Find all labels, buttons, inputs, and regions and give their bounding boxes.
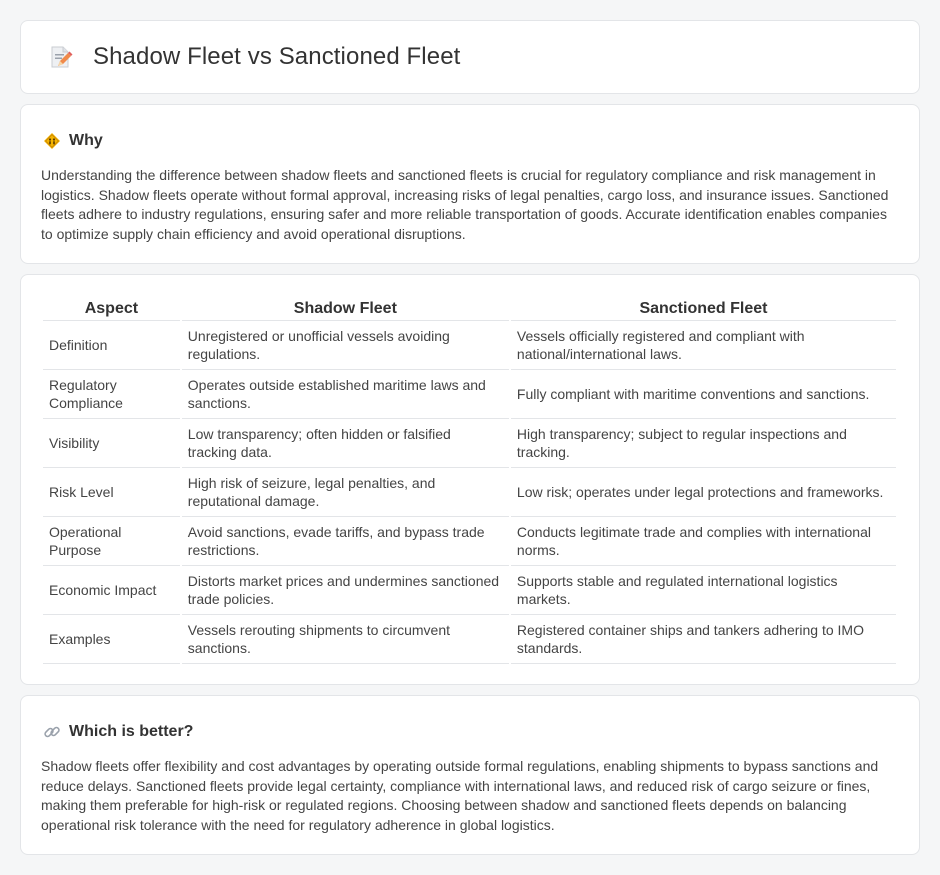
why-text: Understanding the difference between shadow fleets and sanctioned fleets is crucial for regulatory compliance and risk management in logistics. Shadow fleets operate without formal approval, increasing risks of legal penalties, cargo loss, and insurance issues. Sanctioned fleets adhere to industry regulations, ensuring safer and more reliable transportation of goods. Accurate identification enables companies to optimize supply chain efficiency and avoid operational disruptions. (41, 167, 889, 242)
link-icon (43, 723, 61, 741)
column-header-sanctioned-fleet: Sanctioned Fleet (511, 297, 896, 321)
table-row (43, 468, 896, 517)
table-row (43, 615, 896, 664)
header-card (20, 20, 920, 94)
row-shadow-cell: High risk of seizure, legal penalties, and reputational damage. (182, 468, 509, 517)
table-row (43, 566, 896, 615)
which-is-better-text: Shadow fleets offer flexibility and cost advantages by operating outside formal regulations, enabling shipments to bypass sanctions and reduce delays. Sanctioned fleets provide legal certainty, compliance with international laws, and reduced risk of cargo seizure or fines, making them preferable for high-risk or regulated regions. Choosing between shadow and sanctioned fleets depends on balancing operational risk tolerance with the need for regulatory adherence in global logistics. (41, 758, 879, 833)
row-aspect-cell: Economic Impact (43, 566, 180, 615)
document-pencil-icon (47, 44, 73, 70)
row-aspect-cell: Examples (43, 615, 180, 664)
row-shadow-cell: Avoid sanctions, evade tariffs, and bypass trade restrictions. (182, 517, 509, 566)
why-card (20, 104, 920, 264)
table-row (43, 321, 896, 370)
road-sign-icon (43, 132, 61, 150)
row-shadow-cell: Operates outside established maritime laws and sanctions. (182, 370, 509, 419)
which-is-better-card (20, 695, 920, 855)
row-sanctioned-cell: Fully compliant with maritime conventions and sanctions. (511, 370, 896, 419)
row-shadow-cell: Unregistered or unofficial vessels avoiding regulations. (182, 321, 509, 370)
row-sanctioned-cell: Registered container ships and tankers adhering to IMO standards. (511, 615, 896, 664)
row-shadow-cell: Vessels rerouting shipments to circumvent sanctions. (182, 615, 509, 664)
row-sanctioned-cell: Vessels officially registered and compliant with national/international laws. (511, 321, 896, 370)
comparison-card (20, 274, 920, 685)
row-shadow-cell: Distorts market prices and undermines sanctioned trade policies. (182, 566, 509, 615)
row-aspect-cell: Operational Purpose (43, 517, 180, 566)
table-header-row (43, 297, 896, 321)
table-row (43, 517, 896, 566)
row-sanctioned-cell: Conducts legitimate trade and complies with international norms. (511, 517, 896, 566)
table-row (43, 370, 896, 419)
comparison-table (41, 297, 898, 664)
page-title: Shadow Fleet vs Sanctioned Fleet (93, 43, 461, 70)
row-sanctioned-cell: High transparency; subject to regular inspections and tracking. (511, 419, 896, 468)
row-sanctioned-cell: Low risk; operates under legal protections and frameworks. (511, 468, 896, 517)
which-is-better-title: Which is better? (69, 723, 194, 740)
row-aspect-cell: Definition (43, 321, 180, 370)
row-aspect-cell: Visibility (43, 419, 180, 468)
table-row (43, 419, 896, 468)
column-header-shadow-fleet: Shadow Fleet (182, 297, 509, 321)
row-sanctioned-cell: Supports stable and regulated international logistics markets. (511, 566, 896, 615)
column-header-aspect: Aspect (43, 297, 180, 321)
why-title: Why (69, 132, 103, 149)
row-aspect-cell: Regulatory Compliance (43, 370, 180, 419)
row-shadow-cell: Low transparency; often hidden or falsified tracking data. (182, 419, 509, 468)
row-aspect-cell: Risk Level (43, 468, 180, 517)
